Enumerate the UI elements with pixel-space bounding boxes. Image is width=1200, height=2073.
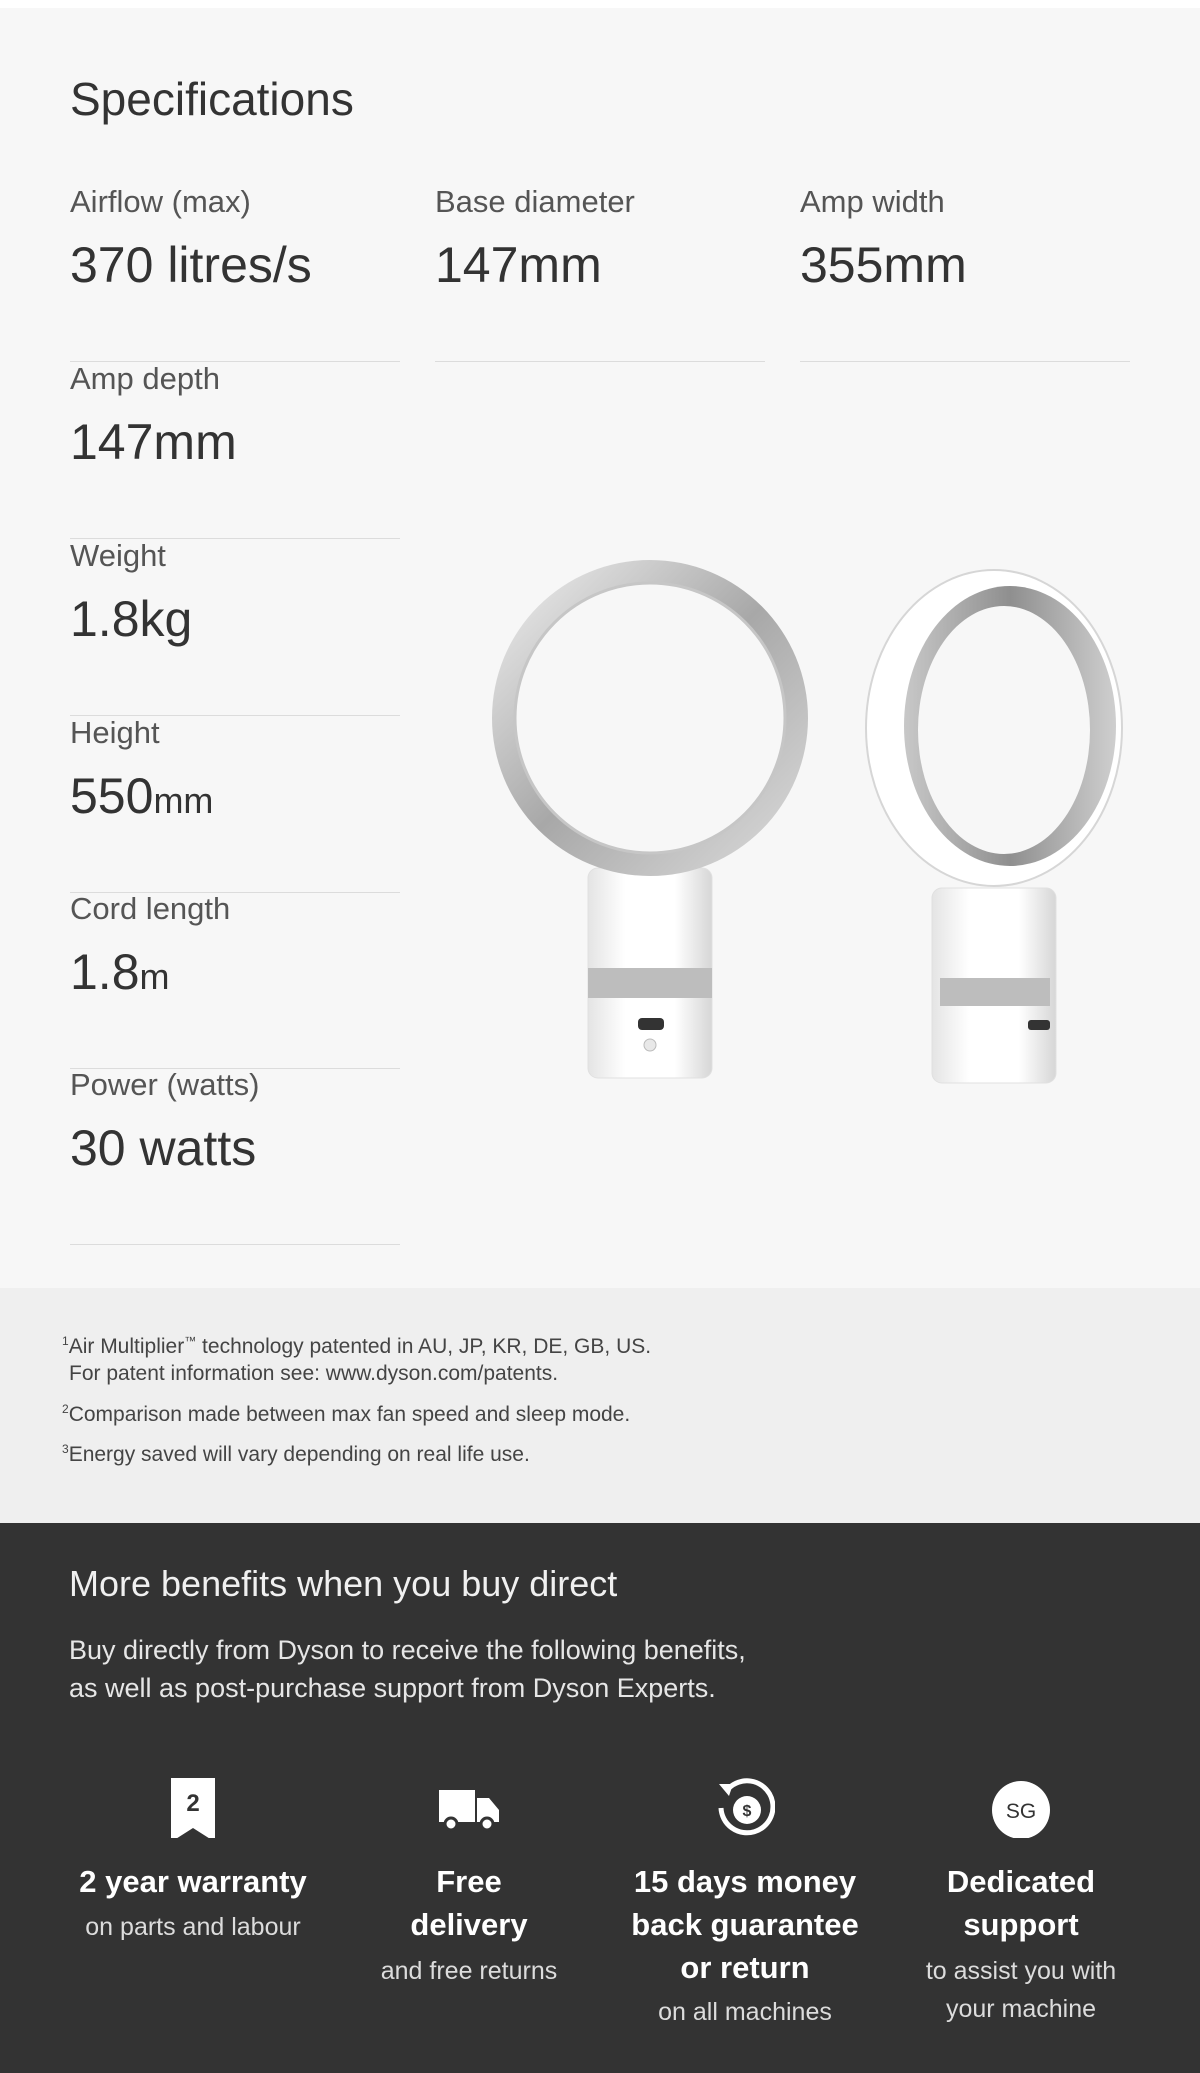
fan-side	[866, 570, 1122, 1083]
footnote-text: Energy saved will vary depending on real life use.	[68, 1443, 530, 1466]
warranty-icon-number: 2	[186, 1790, 200, 1817]
spec-value: 147mm	[435, 237, 602, 293]
benefit-subtext: and free returns	[380, 1957, 558, 1985]
benefit-subtext: on parts and labour	[85, 1913, 301, 1941]
spec-cord-length	[70, 891, 400, 1069]
spec-label: Power (watts)	[70, 1067, 260, 1102]
footnote-number: 3	[62, 1442, 69, 1456]
benefit-heading-line: back guarantee	[631, 1907, 859, 1942]
footnote-3	[62, 1442, 530, 1467]
fan-front	[492, 560, 808, 1078]
support-badge-icon	[991, 1778, 1051, 1838]
spec-number: 550	[70, 768, 154, 824]
benefit-subtext-line: your machine	[945, 1995, 1097, 2023]
spec-value: 30 watts	[70, 1120, 257, 1176]
warranty-ribbon-icon	[163, 1778, 223, 1838]
benefit-subtext: on all machines	[658, 1998, 832, 2026]
benefit-heading-line: 15 days money	[633, 1864, 857, 1899]
fan-product-image	[470, 548, 1150, 1108]
spec-unit: m	[139, 956, 170, 997]
support-icon-text: SG	[1005, 1800, 1037, 1823]
trademark-symbol: ™	[184, 1334, 197, 1348]
benefit-heading-line: support	[963, 1907, 1079, 1942]
spec-airflow	[70, 184, 400, 362]
footnote-number: 2	[62, 1402, 69, 1416]
footnote-2	[62, 1402, 630, 1427]
specifications-section	[0, 8, 1200, 1288]
spec-label: Airflow (max)	[70, 184, 251, 219]
spec-value: 355mm	[800, 237, 967, 293]
footnote-1	[62, 1334, 651, 1359]
spec-value: 147mm	[70, 414, 237, 470]
benefit-heading-line: Dedicated	[946, 1864, 1096, 1899]
spec-label: Base diameter	[435, 184, 635, 219]
money-back-icon	[715, 1778, 775, 1838]
spec-power	[70, 1067, 400, 1245]
benefit-heading-line: or return	[680, 1950, 810, 1985]
spec-label: Weight	[70, 538, 166, 573]
footnotes-section	[0, 1288, 1200, 1523]
benefits-description-line: Buy directly from Dyson to receive the following benefits,	[69, 1635, 746, 1665]
spec-unit: mm	[153, 780, 214, 821]
benefit-heading: 2 year warranty	[79, 1864, 307, 1899]
footnote-text: Comparison made between max fan speed and sleep mode.	[68, 1403, 631, 1426]
spec-label: Height	[70, 715, 160, 750]
spec-number: 1.8	[70, 944, 140, 1000]
spec-value: 370 litres/s	[70, 237, 312, 293]
spec-label: Amp depth	[70, 361, 220, 396]
spec-label: Amp width	[800, 184, 945, 219]
benefit-heading-line: delivery	[410, 1907, 528, 1942]
benefits-title: More benefits when you buy direct	[69, 1563, 618, 1604]
spec-weight	[70, 538, 400, 716]
benefit-heading-line: Free	[436, 1864, 502, 1899]
benefits-section	[0, 1523, 1200, 2073]
benefits-description-line: as well as post-purchase support from Dyson Experts.	[69, 1673, 716, 1703]
specifications-title: Specifications	[70, 73, 354, 125]
benefits-description	[69, 1631, 829, 1707]
spec-value: 1.8kg	[70, 591, 193, 647]
footnote-text: technology patented in AU, JP, KR, DE, GB, US.	[196, 1335, 652, 1358]
spec-amp-width	[800, 184, 1130, 362]
footnote-text: Air Multiplier	[68, 1335, 185, 1358]
benefit-subtext-line: to assist you with	[925, 1957, 1117, 1985]
spec-height	[70, 715, 400, 893]
spec-value	[70, 943, 170, 1001]
spec-label: Cord length	[70, 891, 231, 926]
delivery-truck-icon	[439, 1778, 499, 1838]
spec-value	[70, 767, 213, 825]
spec-amp-depth	[70, 361, 400, 539]
footnote-patent-info: For patent information see: www.dyson.com/patents.	[69, 1362, 559, 1385]
footnote-number: 1	[62, 1334, 69, 1348]
spec-base-diameter	[435, 184, 765, 362]
money-icon-symbol: $	[742, 1803, 752, 1820]
